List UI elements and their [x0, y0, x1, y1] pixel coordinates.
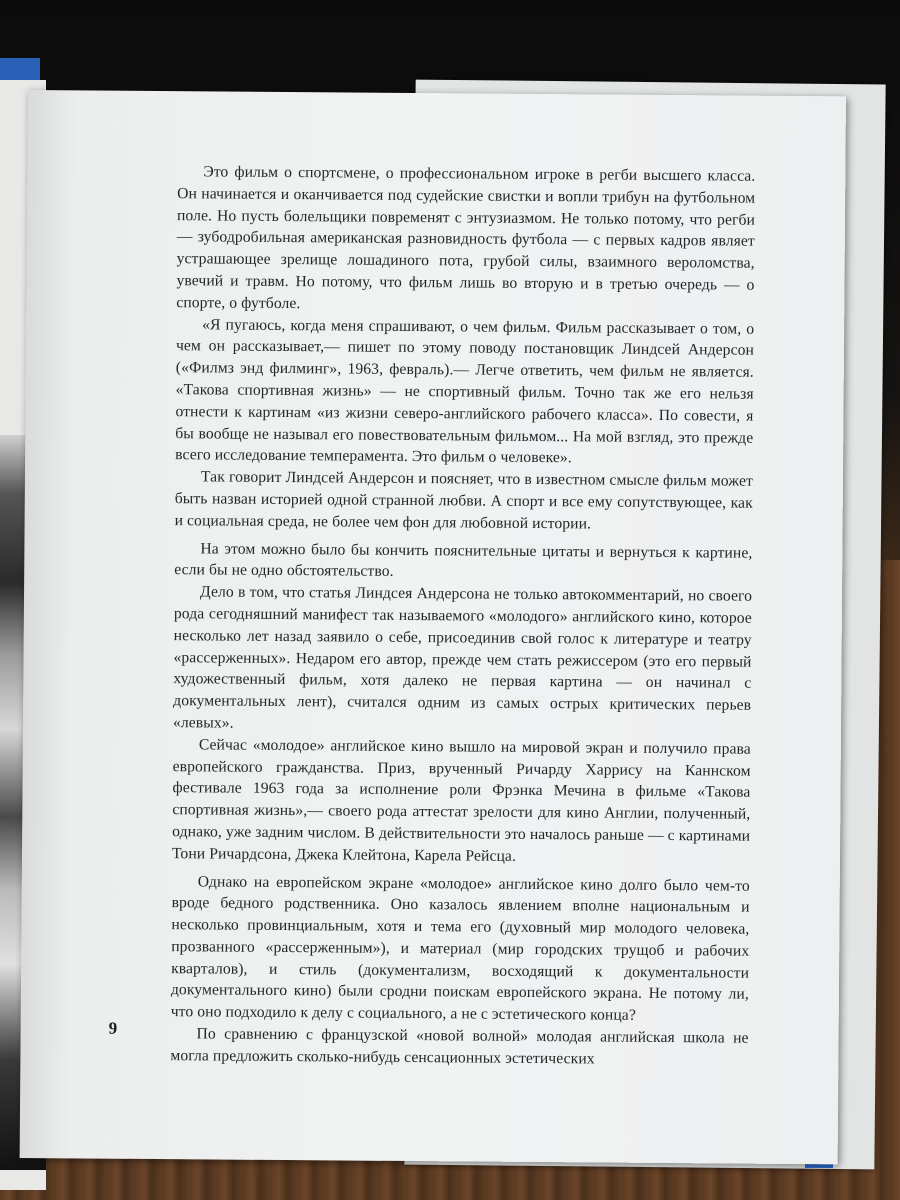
- paragraph: По сравнению с французской «новой волной» молодая английская школа не могла предложить сколько-нибудь сенсационных эстетических: [170, 1025, 749, 1068]
- paragraph: Однако на европейском экране «молодое» английское кино долго было чем-то вроде бедного родственника. Оно казалось явлением вполне национальным и несколько провинциальным, хотя и тема его (духовный мир молодого человека, прозванного «рассерженным»), и материал (мир городских трущоб и рабочих кварталов), и стиль (документализм, восходящий к документальности документального кино) были сродни поискам европейского экрана. Не потому ли, что оно подходило к делу с социального, а не с эстетического конца?: [170, 872, 750, 1025]
- paragraph: «Я пугаюсь, когда меня спрашивают, о чем фильм. Фильм рассказывает о том, о чем он рассказывает,— пишет по этому поводу постановщик Линдсей Андерсон («Филмз энд филминг», 1963, февраль).— Легче ответить, чем фильм не является. «Такова спортивная жизнь» — не спортивный фильм. Точно так же его нельзя отнести к картинам «из жизни северо-английского рабочего класса». По совести, я бы вообще не называл его повествовательным фильмом... На мой взгляд, это прежде всего исследование темперамента. Это фильм о человеке».: [175, 315, 755, 467]
- paragraph: Так говорит Линдсей Андерсон и поясняет, что в известном смысле фильм может быть назван историей одной странной любви. А спорт и все ему сопутствующее, как и социальная среда, не более чем фон для любовной истории.: [174, 468, 754, 533]
- paragraph: Сейчас «молодое» английское кино вышло на мировой экран и получило права европейского гражданства. Приз, врученный Ричарду Харрису на Каннском фестивале 1963 года за исполнение роли Фрэнка Мечина в фильме «Такова спортивная жизнь»,— своего рода аттестат зрелости для кино Англии, полученный, однако, уже задним числом. В действительности это началось раньше — с картинами Тони Ричардсона, Джека Клейтона, Карела Рейсца.: [171, 736, 751, 865]
- page-text: [170, 161, 755, 1071]
- paragraph: Дело в том, что статья Линдсея Андерсона не только автокомментарий, но своего рода сегодняшний манифест так называемого «молодого» английского кино, которое несколько лет назад заявило о себе, присоединив свой голос к литературе и театру «рассерженных». Недаром его автор, прежде чем стать режиссером (это его первый художественный фильм, хотя далеко не первая картина — он начинал с документальных лент), считался одним из самых острых критических перьев «левых».: [172, 583, 753, 732]
- paragraph: На этом можно было бы кончить пояснительные цитаты и вернуться к картине, если бы не одно обстоятельство.: [174, 539, 753, 581]
- paragraph: Это фильм о спортсмене, о профессиональном игроке в регби высшего класса. Он начинается и оканчивается под судейские свистки и вопли трибун на футбольном поле. Но пусть болельщики повременят с энтузиазмом. Не только потому, что регби — зубодробильная американская разновидность футбола — с первых кадров являет устрашающее зрелище лошадиного пота, грубой силы, взаимного вероломства, увечий и травм. Но потому, что фильм лишь во вторую и в третью очередь — о спорте, о футболе.: [176, 163, 756, 312]
- book-page: [20, 90, 846, 1164]
- page-number: 9: [108, 1018, 118, 1038]
